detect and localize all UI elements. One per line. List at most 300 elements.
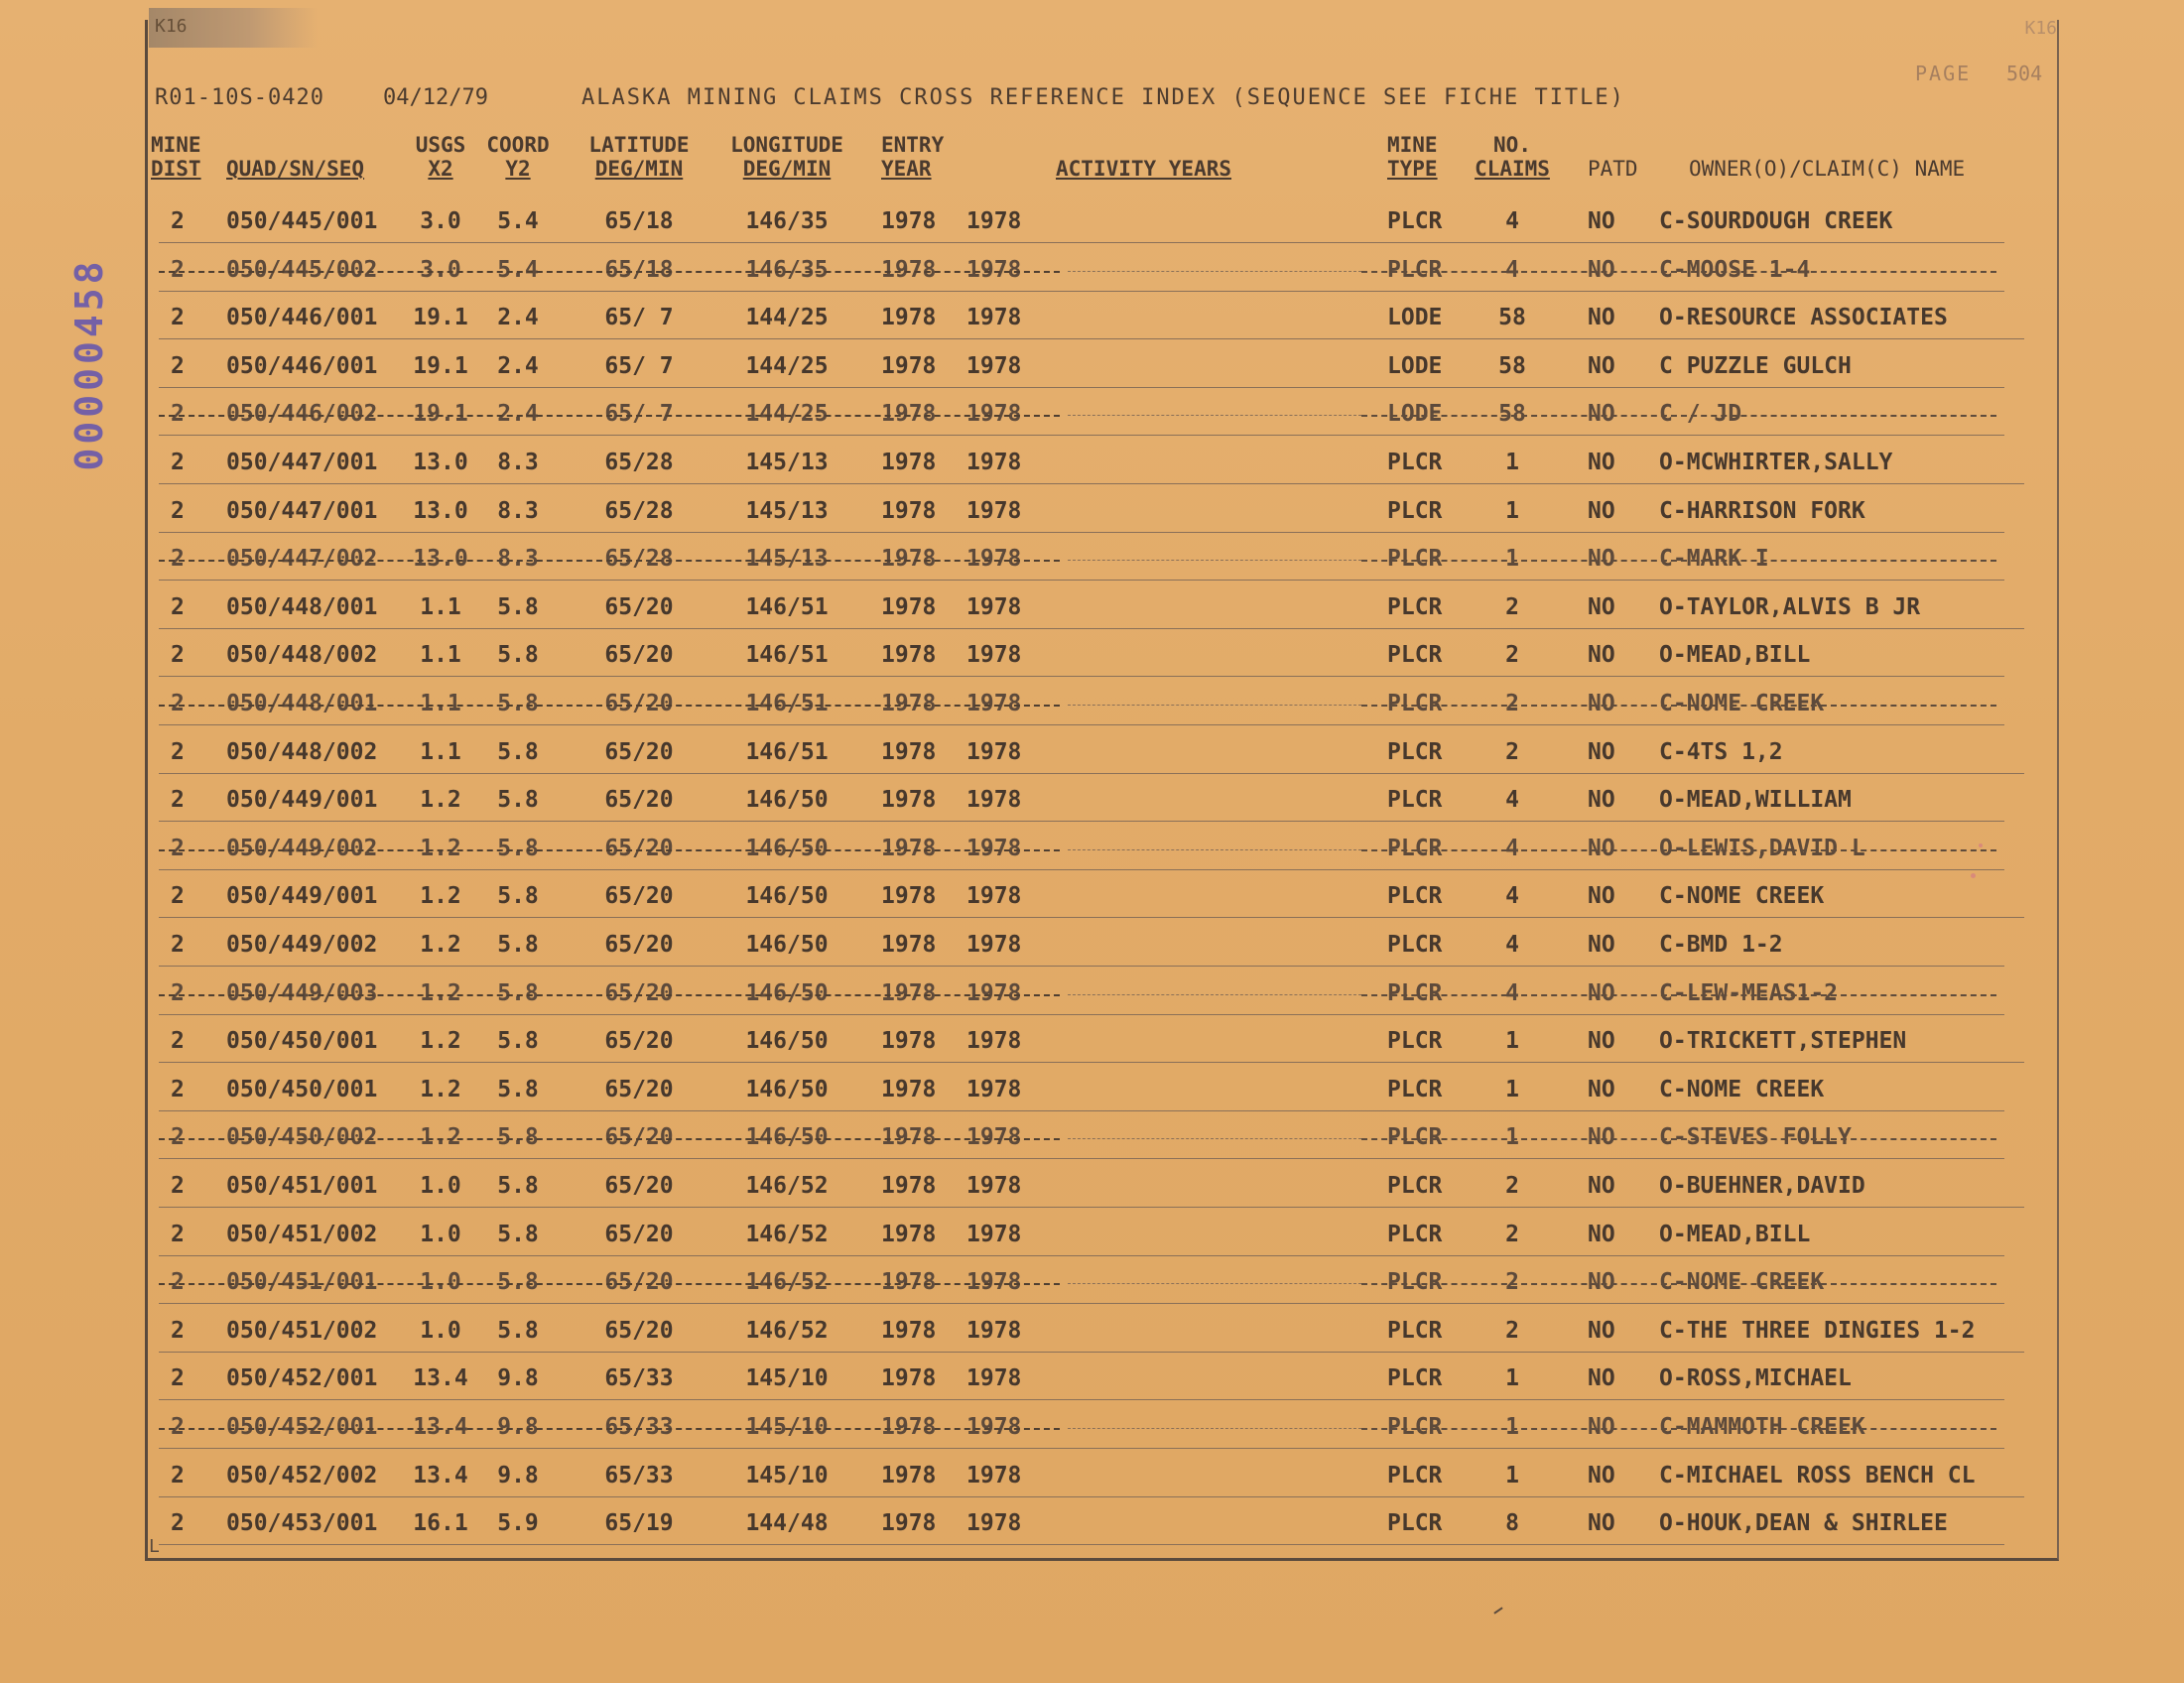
- cell-lon: 146/52: [745, 1317, 829, 1344]
- cell-claims: 1: [1505, 1076, 1519, 1102]
- cell-act: 1978: [966, 787, 1022, 814]
- cell-claims: 1: [1505, 1124, 1519, 1151]
- cell-claims: 1: [1505, 1365, 1519, 1392]
- cell-x2: 16.1: [413, 1510, 468, 1537]
- cell-claims: 1: [1505, 450, 1519, 475]
- cell-x2: 13.4: [413, 1414, 468, 1440]
- cell-name: C-NOME CREEK: [1659, 883, 1825, 910]
- cell-patd: NO: [1588, 1269, 1615, 1296]
- cell-patd: NO: [1588, 497, 1615, 524]
- cell-name: C PUZZLE GULCH: [1659, 352, 1852, 379]
- strike-line: [1361, 1283, 1996, 1285]
- cell-lon: 146/51: [745, 593, 829, 620]
- cell-name: O-BUEHNER,DAVID: [1659, 1173, 1865, 1199]
- cell-lat: 65/ 7: [604, 352, 674, 379]
- cell-lon: 146/50: [745, 1076, 829, 1102]
- cell-x2: 1.0: [420, 1173, 461, 1199]
- cell-lat: 65/28: [604, 497, 674, 524]
- cell-quad: 050/451/002: [226, 1317, 378, 1344]
- cell-type: PLCR: [1387, 979, 1443, 1006]
- cell-name: C-NOME CREEK: [1659, 1076, 1825, 1102]
- cell-patd: NO: [1588, 305, 1615, 331]
- strike-line: [159, 849, 1060, 851]
- cell-claims: 2: [1505, 642, 1519, 669]
- cell-act: 1978: [966, 208, 1022, 234]
- strike-line: [1361, 994, 1996, 996]
- strike-line: [1068, 1138, 1361, 1139]
- cell-x2: 19.1: [413, 352, 468, 379]
- cell-act: 1978: [966, 1173, 1022, 1199]
- strike-line: [1361, 849, 1996, 851]
- row-rule: [159, 1255, 2004, 1256]
- table-row: [145, 1308, 2054, 1356]
- cell-claims: 2: [1505, 691, 1519, 716]
- cell-lat: 65/33: [604, 1365, 674, 1392]
- table-row: [145, 1500, 2054, 1548]
- cell-lon: 146/50: [745, 787, 829, 814]
- cell-lat: 65/33: [604, 1462, 674, 1489]
- cell-quad: 050/449/001: [226, 787, 378, 814]
- cell-type: PLCR: [1387, 1269, 1443, 1296]
- cell-act: 1978: [966, 932, 1022, 958]
- cell-type: PLCR: [1387, 1028, 1443, 1055]
- table-row: [145, 971, 2054, 1018]
- cell-y2: 5.4: [497, 208, 539, 234]
- cell-name: O-LEWIS,DAVID L: [1659, 835, 1865, 861]
- cell-name: C-HARRISON FORK: [1659, 497, 1865, 524]
- cell-lon: 146/50: [745, 1028, 829, 1055]
- cell-patd: NO: [1588, 401, 1615, 428]
- table-row: [145, 247, 2054, 295]
- cell-lon: 146/51: [745, 691, 829, 716]
- table-row: [145, 1404, 2054, 1452]
- cell-type: PLCR: [1387, 738, 1443, 765]
- cell-dist: 2: [171, 738, 185, 765]
- cell-name: C-MICHAEL ROSS BENCH CL: [1659, 1462, 1976, 1489]
- cell-lat: 65/20: [604, 1028, 674, 1055]
- cell-x2: 1.2: [420, 1028, 461, 1055]
- strike-line: [159, 994, 1060, 996]
- cell-type: LODE: [1387, 352, 1443, 379]
- frame-number-stamp: 00000458: [67, 257, 111, 471]
- cell-lon: 144/25: [745, 352, 829, 379]
- strike-line: [1361, 271, 1996, 273]
- row-rule: [159, 532, 2004, 533]
- cell-y2: 8.3: [497, 546, 539, 573]
- row-rule: [159, 580, 2004, 581]
- row-rule: [159, 242, 2004, 243]
- cell-claims: 4: [1505, 208, 1519, 234]
- cell-type: PLCR: [1387, 1173, 1443, 1199]
- strike-line: [159, 1283, 1060, 1285]
- cell-lon: 146/50: [745, 883, 829, 910]
- cell-y2: 2.4: [497, 352, 539, 379]
- cell-lon: 146/50: [745, 835, 829, 861]
- cell-lon: 145/10: [745, 1462, 829, 1489]
- cell-entry: 1978: [881, 1462, 937, 1489]
- cell-y2: 2.4: [497, 401, 539, 428]
- cell-dist: 2: [171, 305, 185, 331]
- strike-line: [1068, 705, 1361, 706]
- cell-act: 1978: [966, 642, 1022, 669]
- cell-dist: 2: [171, 1076, 185, 1102]
- cell-entry: 1978: [881, 738, 937, 765]
- cell-act: 1978: [966, 256, 1022, 283]
- cell-name: C-MAMMOTH CREEK: [1659, 1414, 1865, 1440]
- cell-type: PLCR: [1387, 691, 1443, 716]
- cell-type: PLCR: [1387, 932, 1443, 958]
- cell-dist: 2: [171, 1462, 185, 1489]
- header-mine-dist: MINE DIST: [151, 133, 201, 181]
- cell-entry: 1978: [881, 208, 937, 234]
- cell-entry: 1978: [881, 546, 937, 573]
- cell-patd: NO: [1588, 979, 1615, 1006]
- cell-patd: NO: [1588, 1365, 1615, 1392]
- cell-lat: 65/20: [604, 642, 674, 669]
- cell-lon: 145/10: [745, 1365, 829, 1392]
- cell-entry: 1978: [881, 1269, 937, 1296]
- header-activity-years: ACTIVITY YEARS: [1056, 157, 1232, 181]
- cell-x2: 1.2: [420, 932, 461, 958]
- table-row: [145, 1163, 2054, 1211]
- cell-lat: 65/ 7: [604, 401, 674, 428]
- cell-name: O-ROSS,MICHAEL: [1659, 1365, 1852, 1392]
- table-row: [145, 1356, 2054, 1403]
- row-rule: [159, 1158, 2004, 1159]
- header-quad-sn-seq: QUAD/SN/SEQ: [226, 157, 365, 181]
- cell-type: LODE: [1387, 401, 1443, 428]
- cell-lat: 65/20: [604, 787, 674, 814]
- cell-patd: NO: [1588, 1414, 1615, 1440]
- cell-lat: 65/20: [604, 835, 674, 861]
- cell-act: 1978: [966, 1414, 1022, 1440]
- cell-act: 1978: [966, 546, 1022, 573]
- cell-dist: 2: [171, 642, 185, 669]
- cell-x2: 19.1: [413, 305, 468, 331]
- cell-entry: 1978: [881, 691, 937, 716]
- report-id: R01-10S-0420: [155, 85, 324, 110]
- cell-entry: 1978: [881, 883, 937, 910]
- row-rule: [159, 676, 2004, 677]
- strike-line: [1361, 1428, 1996, 1430]
- cell-quad: 050/449/003: [226, 979, 378, 1006]
- cell-x2: 1.0: [420, 1269, 461, 1296]
- cell-patd: NO: [1588, 738, 1615, 765]
- cell-name: C-BMD 1-2: [1659, 932, 1783, 958]
- table-row: [145, 1114, 2054, 1162]
- cell-claims: 58: [1498, 305, 1526, 331]
- cell-patd: NO: [1588, 691, 1615, 716]
- cell-patd: NO: [1588, 1221, 1615, 1247]
- k-tag: K16: [2024, 18, 2057, 39]
- corner-smudge: [149, 8, 318, 48]
- stain: [1971, 873, 1976, 878]
- cell-quad: 050/449/002: [226, 835, 378, 861]
- strike-line: [1361, 1138, 1996, 1140]
- table-row: [145, 488, 2054, 536]
- cell-quad: 050/452/001: [226, 1414, 378, 1440]
- table-row: [145, 777, 2054, 825]
- cell-dist: 2: [171, 1173, 185, 1199]
- cell-patd: NO: [1588, 932, 1615, 958]
- cell-lon: 146/52: [745, 1221, 829, 1247]
- cell-lon: 145/10: [745, 1414, 829, 1440]
- cell-act: 1978: [966, 1028, 1022, 1055]
- header-owner-claim: OWNER(O)/CLAIM(C) NAME: [1689, 157, 1966, 181]
- cell-claims: 4: [1505, 835, 1519, 861]
- cell-y2: 5.8: [497, 787, 539, 814]
- cell-y2: 5.8: [497, 738, 539, 765]
- cell-lat: 65/20: [604, 1124, 674, 1151]
- cell-entry: 1978: [881, 450, 937, 475]
- cell-quad: 050/446/001: [226, 352, 378, 379]
- cell-claims: 2: [1505, 1269, 1519, 1296]
- table-row: [145, 1018, 2054, 1066]
- cell-type: PLCR: [1387, 1221, 1443, 1247]
- page-number: 504: [2006, 62, 2043, 85]
- cell-act: 1978: [966, 450, 1022, 475]
- row-rule: [159, 387, 2004, 388]
- cell-patd: NO: [1588, 787, 1615, 814]
- cell-x2: 1.1: [420, 738, 461, 765]
- cell-dist: 2: [171, 979, 185, 1006]
- cell-dist: 2: [171, 1028, 185, 1055]
- cell-claims: 1: [1505, 546, 1519, 573]
- table-row: [145, 295, 2054, 342]
- row-rule: [159, 1207, 2024, 1208]
- cell-act: 1978: [966, 1269, 1022, 1296]
- cell-x2: 1.2: [420, 979, 461, 1006]
- cell-entry: 1978: [881, 932, 937, 958]
- strike-line: [1068, 1283, 1361, 1284]
- cell-type: PLCR: [1387, 883, 1443, 910]
- cell-type: PLCR: [1387, 1414, 1443, 1440]
- cell-entry: 1978: [881, 305, 937, 331]
- cell-dist: 2: [171, 593, 185, 620]
- row-rule: [159, 1110, 2004, 1111]
- page-label: PAGE: [1915, 62, 1972, 85]
- cell-entry: 1978: [881, 1173, 937, 1199]
- strike-line: [159, 560, 1060, 562]
- cell-entry: 1978: [881, 979, 937, 1006]
- table-row: [145, 343, 2054, 391]
- cell-patd: NO: [1588, 1028, 1615, 1055]
- cell-y2: 5.8: [497, 1221, 539, 1247]
- cell-quad: 050/449/002: [226, 932, 378, 958]
- header-entry-year: ENTRY YEAR: [881, 133, 945, 181]
- cell-type: PLCR: [1387, 1317, 1443, 1344]
- cell-entry: 1978: [881, 593, 937, 620]
- cell-entry: 1978: [881, 352, 937, 379]
- cell-lon: 146/52: [745, 1173, 829, 1199]
- row-rule: [159, 966, 2004, 967]
- cell-patd: NO: [1588, 1462, 1615, 1489]
- row-rule: [159, 1448, 2004, 1449]
- row-rule: [159, 869, 2004, 870]
- cell-quad: 050/448/002: [226, 738, 378, 765]
- strike-line: [1361, 705, 1996, 707]
- row-rule: [159, 435, 2004, 436]
- header-longitude: LONGITUDE DEG/MIN: [730, 133, 843, 181]
- cell-x2: 13.4: [413, 1462, 468, 1489]
- cell-x2: 13.4: [413, 1365, 468, 1392]
- cell-y2: 8.3: [497, 497, 539, 524]
- table-row: [145, 1259, 2054, 1307]
- cell-entry: 1978: [881, 835, 937, 861]
- strike-line: [1068, 1428, 1361, 1429]
- table-row: [145, 1453, 2054, 1500]
- cell-y2: 2.4: [497, 305, 539, 331]
- cell-claims: 4: [1505, 979, 1519, 1006]
- cell-name: C-STEVES FOLLY: [1659, 1124, 1852, 1151]
- cell-quad: 050/452/002: [226, 1462, 378, 1489]
- cell-claims: 1: [1505, 1414, 1519, 1440]
- cell-type: PLCR: [1387, 546, 1443, 573]
- cell-y2: 5.8: [497, 642, 539, 669]
- cell-lat: 65/20: [604, 738, 674, 765]
- cell-type: PLCR: [1387, 1076, 1443, 1102]
- cell-dist: 2: [171, 787, 185, 814]
- cell-type: LODE: [1387, 305, 1443, 331]
- cell-claims: 2: [1505, 1221, 1519, 1247]
- cell-act: 1978: [966, 593, 1022, 620]
- cell-quad: 050/448/002: [226, 642, 378, 669]
- row-rule: [159, 724, 2004, 725]
- cell-patd: NO: [1588, 450, 1615, 475]
- cell-name: O-MCWHIRTER,SALLY: [1659, 450, 1893, 475]
- cell-dist: 2: [171, 208, 185, 234]
- strike-line: [1068, 560, 1361, 561]
- cell-lon: 146/50: [745, 932, 829, 958]
- cell-claims: 58: [1498, 352, 1526, 379]
- cell-lon: 146/50: [745, 979, 829, 1006]
- row-rule: [159, 338, 2024, 339]
- cell-dist: 2: [171, 1221, 185, 1247]
- strike-line: [1361, 415, 1996, 417]
- cell-lat: 65/20: [604, 883, 674, 910]
- cell-lon: 144/25: [745, 305, 829, 331]
- cell-claims: 4: [1505, 787, 1519, 814]
- cell-act: 1978: [966, 1462, 1022, 1489]
- row-rule: [159, 1014, 2004, 1015]
- cell-y2: 8.3: [497, 450, 539, 475]
- cell-entry: 1978: [881, 497, 937, 524]
- cell-x2: 13.0: [413, 546, 468, 573]
- strike-line: [1068, 415, 1361, 416]
- cell-name: C-THE THREE DINGIES 1-2: [1659, 1317, 1976, 1344]
- cell-patd: NO: [1588, 593, 1615, 620]
- cell-type: PLCR: [1387, 497, 1443, 524]
- cell-entry: 1978: [881, 1124, 937, 1151]
- cell-claims: 8: [1505, 1510, 1519, 1537]
- header-latitude: LATITUDE DEG/MIN: [588, 133, 690, 181]
- cell-lon: 146/35: [745, 256, 829, 283]
- cell-type: PLCR: [1387, 835, 1443, 861]
- cell-entry: 1978: [881, 787, 937, 814]
- cell-dist: 2: [171, 497, 185, 524]
- cell-x2: 19.1: [413, 401, 468, 428]
- cell-entry: 1978: [881, 1221, 937, 1247]
- cell-quad: 050/446/001: [226, 305, 378, 331]
- cell-act: 1978: [966, 979, 1022, 1006]
- cell-dist: 2: [171, 546, 185, 573]
- cell-quad: 050/448/001: [226, 593, 378, 620]
- cell-patd: NO: [1588, 1173, 1615, 1199]
- cell-entry: 1978: [881, 256, 937, 283]
- cell-entry: 1978: [881, 1317, 937, 1344]
- cell-y2: 5.8: [497, 1028, 539, 1055]
- report-title: ALASKA MINING CLAIMS CROSS REFERENCE INDEX (SEQUENCE SEE FICHE TITLE): [581, 85, 1625, 110]
- cell-y2: 9.8: [497, 1414, 539, 1440]
- cell-y2: 9.8: [497, 1462, 539, 1489]
- cell-type: PLCR: [1387, 1365, 1443, 1392]
- cell-dist: 2: [171, 1365, 185, 1392]
- cell-claims: 1: [1505, 1462, 1519, 1489]
- cell-y2: 5.8: [497, 593, 539, 620]
- cell-lat: 65/20: [604, 979, 674, 1006]
- strike-line: [159, 415, 1060, 417]
- cell-entry: 1978: [881, 1028, 937, 1055]
- cell-act: 1978: [966, 352, 1022, 379]
- strike-line: [159, 271, 1060, 273]
- cell-lon: 146/51: [745, 642, 829, 669]
- cell-patd: NO: [1588, 642, 1615, 669]
- cell-y2: 5.8: [497, 1173, 539, 1199]
- cell-lat: 65/20: [604, 932, 674, 958]
- cell-lat: 65/ 7: [604, 305, 674, 331]
- cell-name: C-NOME CREEK: [1659, 1269, 1825, 1296]
- cell-y2: 5.8: [497, 1269, 539, 1296]
- table-row: [145, 632, 2054, 680]
- cell-x2: 1.1: [420, 593, 461, 620]
- cell-y2: 5.8: [497, 932, 539, 958]
- cell-x2: 1.2: [420, 787, 461, 814]
- strike-line: [159, 1138, 1060, 1140]
- cell-patd: NO: [1588, 1076, 1615, 1102]
- stain: [1979, 843, 1983, 847]
- cell-quad: 050/451/001: [226, 1269, 378, 1296]
- cell-lon: 144/48: [745, 1510, 829, 1537]
- cell-act: 1978: [966, 1221, 1022, 1247]
- cell-type: PLCR: [1387, 1462, 1443, 1489]
- corner-tag: K16: [155, 16, 188, 37]
- row-rule: [159, 1399, 2004, 1400]
- strike-line: [1361, 560, 1996, 562]
- cell-type: PLCR: [1387, 1124, 1443, 1151]
- row-rule: [159, 291, 2004, 292]
- cell-claims: 2: [1505, 738, 1519, 765]
- table-row: [145, 1212, 2054, 1259]
- table-row: [145, 198, 2054, 246]
- cell-type: PLCR: [1387, 1510, 1443, 1537]
- cell-lat: 65/18: [604, 208, 674, 234]
- cell-claims: 58: [1498, 401, 1526, 428]
- cell-lat: 65/20: [604, 1173, 674, 1199]
- cell-entry: 1978: [881, 1414, 937, 1440]
- cell-lon: 145/13: [745, 546, 829, 573]
- strike-line: [1068, 271, 1361, 272]
- cell-dist: 2: [171, 883, 185, 910]
- cell-y2: 5.8: [497, 835, 539, 861]
- cell-dist: 2: [171, 450, 185, 475]
- cell-claims: 4: [1505, 883, 1519, 910]
- row-rule: [159, 483, 2024, 484]
- header-mine-type: MINE TYPE: [1387, 133, 1438, 181]
- cell-patd: NO: [1588, 352, 1615, 379]
- cell-patd: NO: [1588, 256, 1615, 283]
- cell-x2: 3.0: [420, 256, 461, 283]
- table-row: [145, 826, 2054, 873]
